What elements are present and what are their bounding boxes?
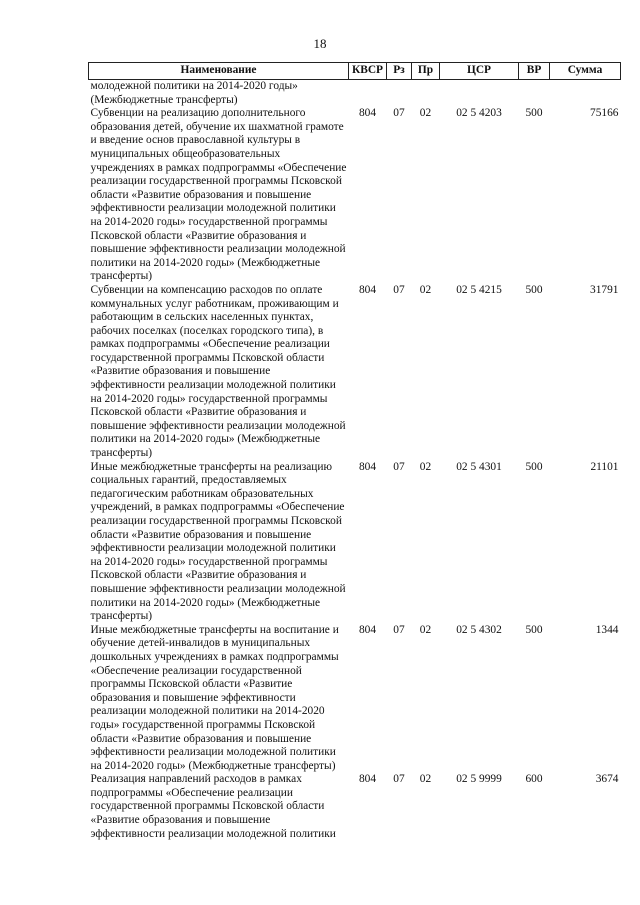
- row-csr: 02 5 4215: [456, 283, 502, 296]
- budget-table: [88, 62, 621, 841]
- row-name: Субвенции на компенсацию расходов по оплате коммунальных услуг работникам, проживающим и работающим в сельских населенных пунктах, рабочих поселках (поселках городского типа), в рамках подпрограммы «Обеспечение реализации государственной программы Псковской области «Развитие образования и повышение эффективности реализации молодежной политики на 2014-2020 годы» государственной программы Псковской области «Развитие образования и повышение эффективности реализации молодежной политики на 2014-2020 годы» (Межбюджетные трансферты): [90, 283, 346, 460]
- row-sum: 1344: [595, 623, 619, 636]
- row-rz: 07: [393, 107, 405, 120]
- row-pr: 02: [419, 460, 432, 473]
- table-row: [89, 80, 621, 108]
- row-vr: 500: [525, 623, 543, 636]
- row-kvsr: 804: [358, 283, 377, 296]
- row-sum: 21101: [590, 460, 619, 473]
- row-rz: [387, 80, 412, 108]
- row-csr: 02 5 9999: [456, 773, 502, 786]
- row-vr: 500: [525, 107, 543, 120]
- header-sum: Сумма: [550, 63, 621, 80]
- row-name: Реализация направлений расходов в рамках подпрограммы «Обеспечение реализации государственной программы Псковской области «Развитие образования и повышение эффективности реализации молодежной политики: [90, 773, 336, 840]
- table-row: [89, 624, 621, 774]
- row-name: Субвенции на реализацию дополнительного образования детей, обучение их шахматной грамоте и введение основ православной культуры в муниципальных общеобразовательных учреждениях в рамках подпрограммы «Обеспечение реализации государственной программы Псковской области «Развитие образования и повышение эффективности реализации молодежной политики на 2014-2020 годы» государственной программы Псковской области «Развитие образования и повышение эффективности реализации молодежной политики на 2014-2020 годы» (Межбюджетные трансферты): [90, 107, 347, 283]
- row-vr: 600: [525, 773, 543, 786]
- row-sum: 31791: [590, 283, 619, 296]
- row-csr: 02 5 4301: [456, 460, 502, 473]
- table-row: [89, 461, 621, 624]
- row-kvsr: 804: [358, 623, 377, 636]
- table-row: [89, 284, 621, 461]
- row-vr: 500: [525, 283, 543, 296]
- header-rz: Рз: [387, 63, 412, 80]
- row-csr: 02 5 4302: [456, 623, 502, 636]
- table-row: [89, 107, 621, 284]
- header-vr: ВР: [519, 63, 550, 80]
- header-name: Наименование: [89, 63, 349, 80]
- header-pr: Пр: [412, 63, 440, 80]
- row-csr: 02 5 4203: [456, 107, 502, 120]
- row-rz: 07: [393, 460, 405, 473]
- row-rz: 07: [393, 283, 405, 296]
- row-rz: 07: [393, 623, 405, 636]
- row-kvsr: 804: [358, 460, 377, 473]
- row-vr: [519, 80, 550, 108]
- header-csr: ЦСР: [440, 63, 519, 80]
- page-number: 18: [313, 36, 327, 51]
- row-kvsr: [349, 80, 387, 108]
- table-body: [89, 80, 621, 842]
- row-kvsr: 804: [358, 107, 377, 120]
- row-sum: 75166: [590, 107, 619, 120]
- row-sum: 3674: [595, 773, 619, 786]
- table-header: [89, 63, 621, 80]
- header-kvsr: КВСР: [349, 63, 387, 80]
- row-sum: [550, 80, 621, 108]
- table-row: [89, 773, 621, 841]
- row-kvsr: 804: [358, 773, 377, 786]
- row-csr: [440, 80, 519, 108]
- row-pr: 02: [419, 623, 432, 636]
- row-name: Иные межбюджетные трансферты на реализацию социальных гарантий, предоставляемых педагогическим работникам образовательных учреждений, в рамках подпрограммы «Обеспечение реализации государственной программы Псковской области «Развитие образования и повышение эффективности реализации молодежной политики на 2014-2020 годы» государственной программы Псковской области «Развитие образования и повышение эффективности реализации молодежной политики на 2014-2020 годы» (Межбюджетные трансферты): [90, 460, 346, 623]
- row-pr: 02: [419, 773, 432, 786]
- row-name: Иные межбюджетные трансферты на воспитание и обучение детей-инвалидов в муниципальных дошкольных учреждениях в рамках подпрограммы «Обеспечение реализации государственной программы Псковской области «Развитие образования и повышение эффективности реализации молодежной политики на 2014-2020 годы» государственной программы Псковской области «Развитие образования и повышение эффективности реализации молодежной политики на 2014-2020 годы» (Межбюджетные трансферты): [90, 623, 339, 772]
- row-pr: [412, 80, 440, 108]
- row-name: молодежной политики на 2014-2020 годы» (Межбюджетные трансферты): [90, 80, 298, 106]
- row-pr: 02: [419, 107, 432, 120]
- row-rz: 07: [393, 773, 405, 786]
- row-vr: 500: [525, 460, 543, 473]
- row-pr: 02: [419, 283, 432, 296]
